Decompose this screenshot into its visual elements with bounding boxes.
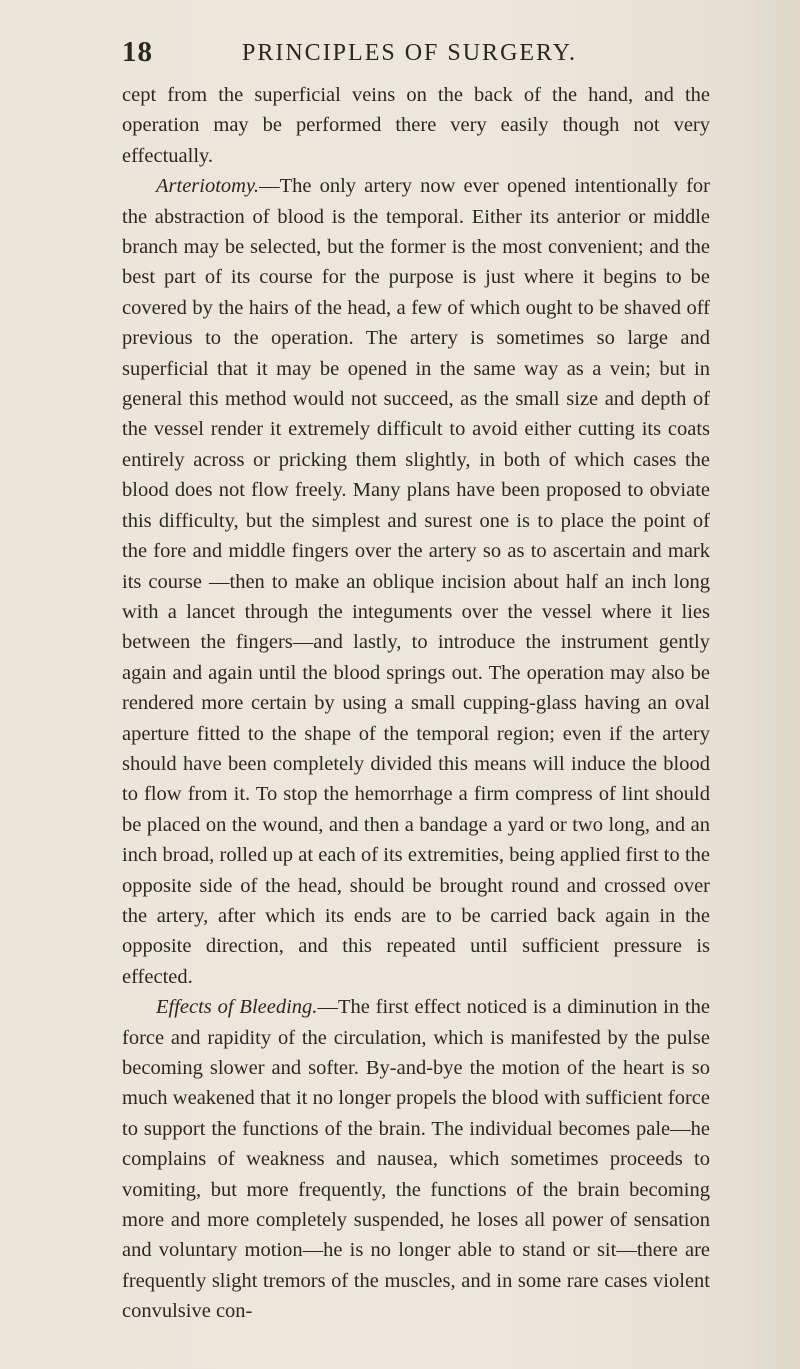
paragraph-continuation bbox=[122, 80, 710, 171]
section-heading-effects-of-bleeding: Effects of Bleeding. bbox=[156, 996, 318, 1019]
paragraph-text: cept from the superficial veins on the back of the hand, and the operation may be performed there very easily though not very effectually. bbox=[122, 84, 710, 167]
running-title: PRINCIPLES OF SURGERY. bbox=[242, 40, 577, 66]
page-header bbox=[122, 36, 702, 76]
paragraph-text: —The only artery now ever opened intentionally for the abstraction of blood is the temporal. Either its anterior or middle branch may be selected, but the former is the most convenient; and the best part of its course for the purpose is just where it begins to be covered by the hairs of the head, a few of which ought to be shaved off previous to the operation. The artery is sometimes so large and superficial that it may be opened in the same way as a vein; but in general this method would not succeed, as the small size and depth of the vessel render it extremely difficult to avoid either cutting its coats entirely across or pricking them slightly, in both of which cases the blood does not flow freely. Many plans have been proposed to obviate this difficulty, but the simplest and surest one is to place the point of the fore and middle fingers over the artery so as to ascertain and mark its course —then to make an oblique incision about half an inch long with a lancet through the integuments over the vessel where it lies between the fingers—and lastly, to introduce the instrument gently again and again until the blood springs out. The operation may also be rendered more certain by using a small cupping-glass having an oval aperture fitted to the shape of the temporal region; even if the artery should have been completely divided this means will induce the blood to flow from it. To stop the hemorrhage a firm compress of lint should be placed on the wound, and then a bandage a yard or two long, and an inch broad, rolled up at each of its extremities, being applied first to the opposite side of the head, should be brought round and crossed over the artery, after which its ends are to be carried back again in the opposite direction, and this repeated until sufficient pressure is effected. bbox=[122, 175, 710, 988]
paragraph-arteriotomy bbox=[122, 171, 710, 992]
paragraph-effects-of-bleeding bbox=[122, 992, 710, 1326]
section-heading-arteriotomy: Arteriotomy. bbox=[156, 175, 260, 198]
paragraph-text: —The first effect noticed is a diminution in the force and rapidity of the circulation, which is manifested by the pulse becoming slower and softer. By-and-bye the motion of the heart is so much weakened that it no longer propels the blood with sufficient force to support the functions of the brain. The individual becomes pale—he complains of weakness and nausea, which sometimes proceeds to vomiting, but more frequently, the functions of the brain becoming more and more completely suspended, he loses all power of sensation and voluntary motion—he is no longer able to stand or sit—there are frequently slight tremors of the muscles, and in some rare cases violent convulsive con- bbox=[122, 996, 711, 1323]
page-number: 18 bbox=[122, 36, 153, 68]
body-text bbox=[122, 80, 710, 1327]
